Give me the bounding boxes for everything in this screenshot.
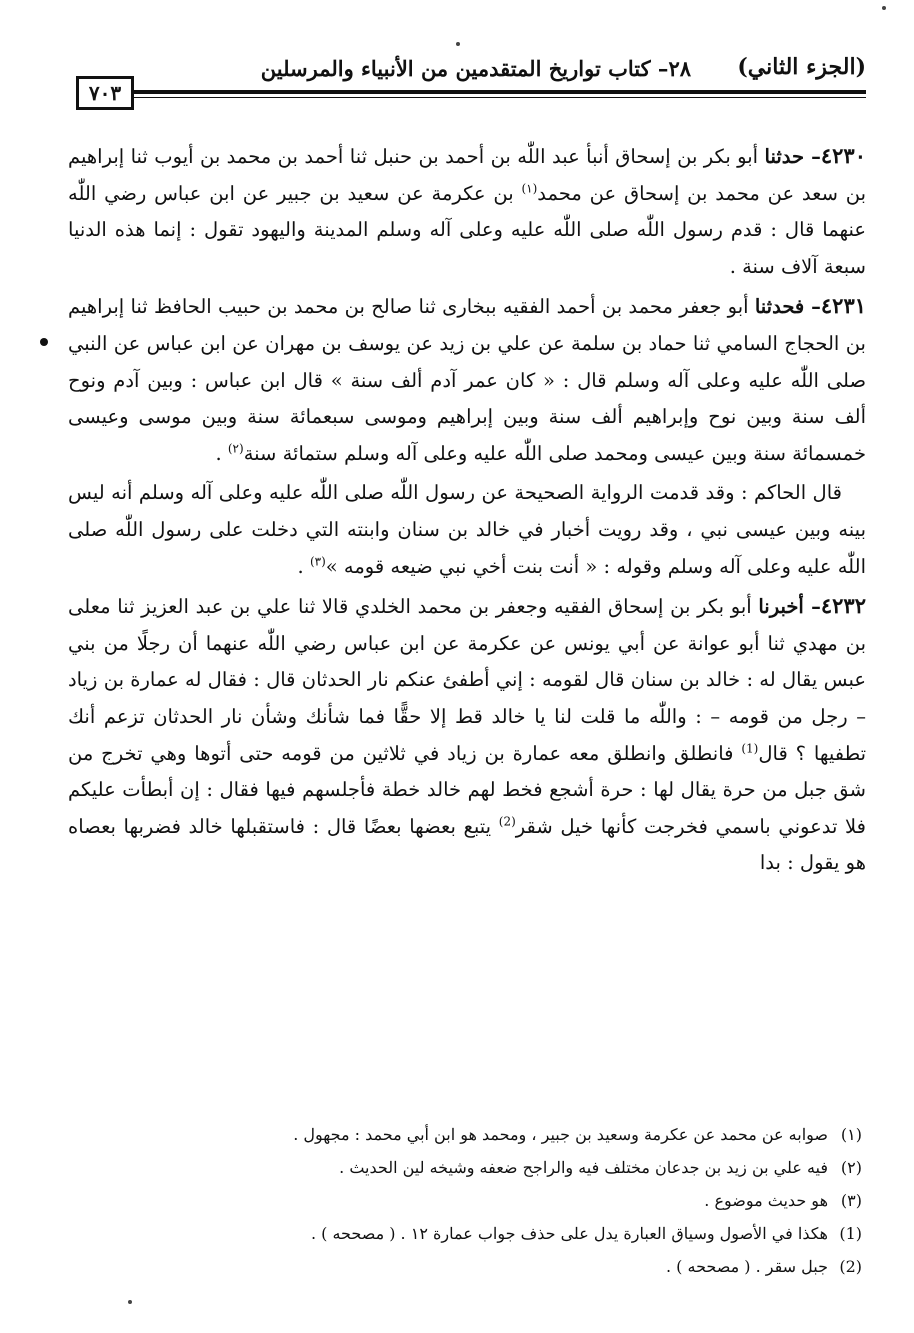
hadith-text: بن عكرمة عن سعيد بن جبير عن ابن عباس رضي اللّٰه عنهما قال : قدم رسول اللّٰه صلى اللّٰه عليه وعلى آله وسلم المدينة واليهود تقول : إنما هذه الدنيا سبعة آلاف سنة . <box>68 181 866 278</box>
footnote-text: جبل سقر . ( مصححه ) . <box>665 1257 828 1276</box>
footnote-number: (٣) <box>840 1191 862 1210</box>
hadith-text: فانطلق وانطلق معه عمارة بن زياد في ثلاثين من قومه حتى أتوها وهي تخرج من شق جبل من حرة يقال لها : حرة أشجع فخط لهم خالد خطة فأجلسهم فيها فقال : إن أبطأت عليكم فلا تدعوني باسمي فخرجت كأنها خيل شقر <box>68 741 866 838</box>
page-number: ٧٠٣ <box>76 76 134 110</box>
hadith-lead: فحدثنا <box>754 295 805 319</box>
chapter-title: ٢٨– كتاب تواريخ المتقدمين من الأنبياء والمرسلين <box>260 56 691 81</box>
page-header <box>62 54 866 124</box>
footnote <box>120 1118 862 1151</box>
footnote-ref: (٣) <box>309 554 326 569</box>
hadith-4232: ٤٢٣٢– أخبرنا أبو بكر بن إسحاق الفقيه وجعفر بن محمد الخلدي قالا ثنا علي بن عبد العزيز ثنا معلى بن مهدي ثنا أبو عوانة عن أبي يونس عن عكرمة عن ابن عباس رضي اللّٰه عنهما أن رجلًا من بني عبس يقال له : خالد بن سنان قال لقومه : إني أطفئ عنكم نار الحدثان قال : فقال له عمارة بن زياد – رجل من قومه – : واللّٰه ما قلت لنا يا خالد قط إلا حقًّا فما شأنك وشأن نار الحدثان تزعم أنك تطفيها ؟ قال$^{(1)}$ فانطلق وانطلق معه عمارة بن زياد في ثلاثين من قومه حتى أتوها وهي تخرج من شق جبل من حرة يقال لها : حرة أشجع فخط لهم خالد خطة فأجلسهم فيها فقال : إن أبطأت عليكم فلا تدعوني باسمي فخرجت كأنها خيل شقر$^{(2)}$ يتبع بعضها بعضًا قال : فاستقبلها خالد فضربها بعصاه هو يقول : بدا <box>68 593 866 875</box>
hakim-comment <box>68 475 866 585</box>
footnote-text: صوابه عن محمد عن عكرمة وسعيد بن جبير ، ومحمد هو ابن أبي محمد : مجهول . <box>293 1125 828 1144</box>
scan-speck <box>128 1300 132 1304</box>
footnote-text: هكذا في الأصول وسياق العبارة يدل على حذف جواب عمارة ١٢ . ( مصححه ) . <box>310 1224 828 1243</box>
hadith-text: أبو بكر بن إسحاق أنبأ عبد اللّٰه بن أحمد بن حنبل ثنا أحمد بن محمد بن أيوب ثنا إبراهيم بن سعد عن محمد بن إسحاق عن محمد <box>68 145 866 205</box>
margin-bullet <box>40 338 48 346</box>
footnote-ref: (١) <box>521 181 538 196</box>
footnote-number: (٢) <box>840 1158 862 1177</box>
hadith-lead: حدثنا <box>764 145 805 168</box>
hadith-number: ٤٢٣٠ <box>820 143 866 168</box>
hadith-text: . <box>215 441 222 465</box>
footnote-number: (2) <box>839 1257 862 1276</box>
header-rule-thin <box>134 97 866 98</box>
footnote-ref: (1) <box>741 741 759 755</box>
footnote-text: هو حديث موضوع . <box>704 1191 828 1210</box>
hadith-text: أبو جعفر محمد بن أحمد الفقيه ببخارى ثنا صالح بن محمد بن حبيب الحافظ ثنا إبراهيم بن الحجاج السامي ثنا حماد بن سلمة عن علي بن زيد عن يوسف بن مهران عن ابن عباس عن النبي صلى اللّٰه عليه وعلى آله وسلم قال : « كان عمر آدم ألف سنة » قال ابن عباس : وبين آدم ونوح ألف سنة وبين نوح وإبراهيم ألف سنة وبين إبراهيم وموسى سبعمائة سنة وبين موسى وعيسى خمسمائة سنة وبين عيسى ومحمد صلى اللّٰه عليه وعلى آله وسلم ستمائة سنة <box>68 295 866 465</box>
scan-speck <box>882 6 886 10</box>
hadith-lead: أخبرنا <box>758 595 804 619</box>
hadith-4231: ٤٢٣١– فحدثنا أبو جعفر محمد بن أحمد الفقيه ببخارى ثنا صالح بن محمد بن حبيب الحافظ ثنا إبراهيم بن الحجاج السامي ثنا حماد بن سلمة عن علي بن زيد عن يوسف بن مهران عن ابن عباس عن النبي صلى اللّٰه عليه وعلى آله وسلم قال : « كان عمر آدم ألف سنة » قال ابن عباس : وبين آدم ونوح ألف سنة وبين نوح وإبراهيم ألف سنة وبين إبراهيم وموسى سبعمائة سنة وبين موسى وعيسى خمسمائة سنة وبين عيسى ومحمد صلى اللّٰه عليه وعلى آله وسلم ستمائة سنة$^{(٢)}$ . <box>68 293 867 465</box>
hadith-number: ٤٢٣١ <box>820 293 867 319</box>
footnotes <box>120 1118 862 1283</box>
hadith-4230: ٤٢٣٠– حدثنا أبو بكر بن إسحاق أنبأ عبد اللّٰه بن أحمد بن حنبل ثنا أحمد بن محمد بن أيوب ثنا إبراهيم بن سعد عن محمد بن إسحاق عن محمد$^{(١)}$ بن عكرمة عن سعيد بن جبير عن ابن عباس رضي اللّٰه عنهما قال : قدم رسول اللّٰه صلى اللّٰه عليه وعلى آله وسلم المدينة واليهود تقول : إنما هذه الدنيا سبعة آلاف سنة . <box>68 143 866 278</box>
footnote <box>120 1217 862 1250</box>
footnote-ref: (٢) <box>227 441 244 456</box>
comment-text: . <box>297 554 304 578</box>
comment-text: قال الحاكم : وقد قدمت الرواية الصحيحة عن رسول اللّٰه صلى اللّٰه عليه وعلى آله وسلم أنه ليس بينه وبين عيسى نبي ، وقد رويت أخبار في خالد بن سنان وابنته التي دخلت على رسول اللّٰه صلى اللّٰه عليه وعلى آله وسلم وقوله : « أنت بنت أخي نبي ضيعه قومه » <box>68 481 866 578</box>
hadith-text: أبو بكر بن إسحاق الفقيه وجعفر بن محمد الخلدي قالا ثنا علي بن عبد العزيز ثنا معلى بن مهدي ثنا أبو عوانة عن أبي يونس عن عكرمة عن ابن عباس رضي اللّٰه عنهما أن رجلًا من بني عبس يقال له : خالد بن سنان قال لقومه : إني أطفئ عنكم نار الحدثان قال : فقال له عمارة بن زياد – رجل من قومه – : واللّٰه ما قلت لنا يا خالد قط إلا حقًّا فما شأنك وشأن نار الحدثان تزعم أنك تطفيها ؟ قال <box>68 595 866 765</box>
footnote <box>120 1184 862 1217</box>
footnote-number: (1) <box>839 1224 862 1243</box>
main-text <box>68 138 866 885</box>
footnote <box>120 1250 862 1283</box>
footnote-text: فيه علي بن زيد بن جدعان مختلف فيه والراجح ضعفه وشيخه لين الحديث . <box>339 1158 828 1177</box>
footnote-ref: (2) <box>498 814 516 829</box>
header-rule <box>134 90 866 94</box>
footnote <box>120 1151 862 1184</box>
footnote-number: (١) <box>840 1125 862 1144</box>
scan-speck <box>456 42 460 46</box>
hadith-number: ٤٢٣٢ <box>820 593 866 619</box>
hadith-text: يتبع بعضها بعضًا قال : فاستقبلها خالد فضربها بعصاه هو يقول : بدا <box>68 814 866 875</box>
part-label: (الجزء الثاني) <box>737 54 866 80</box>
